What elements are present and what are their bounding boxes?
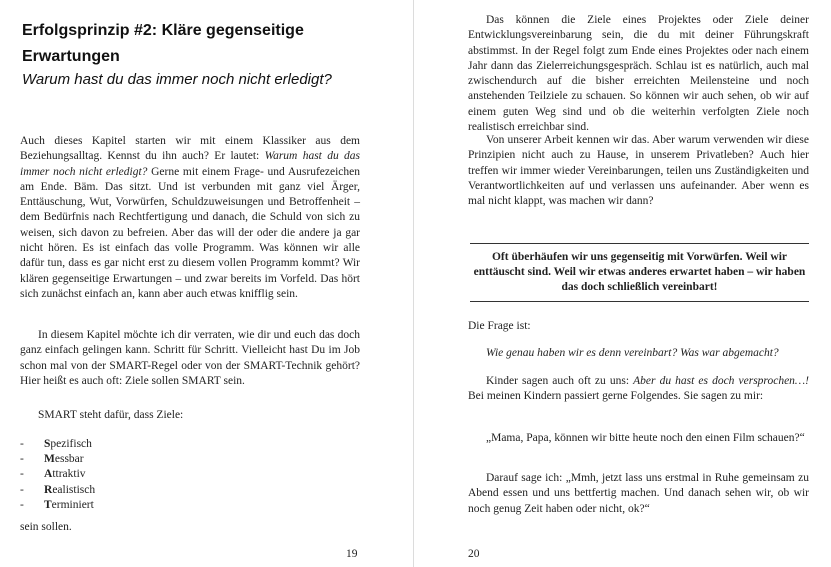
- left-paragraph-2: [20, 328, 360, 389]
- left-closing: sein sollen.: [20, 521, 72, 533]
- left-para1-end: Gerne mit einem Frage- und Ausrufezeichen am Ende. Bäm. Das sitzt. Und ist verbunden mit ganz viel Ärger, Enttäuschung, Wut, Vorwürfen, Schuldzuweisungen und Betroffenheit – dem Bedürfnis nach Rechtfertigung und danach, die Schuld von sich zu weisen, sich davon zu befreien. Aber das will der oder die andere ja gar nicht hören. Es ist einfach das volle Programm. Was können wir alle dafür tun, dass es gar nicht erst zu diesem vollen Programm kommt? Wir klären gegenseitige Erwartungen – und zwar bereits im Vorfeld. Das hört sich zunächst einfach an, kann aber auch etwas knifflig sein.: [20, 165, 360, 300]
- list-dash: -: [20, 438, 24, 450]
- smart-rest: pezifisch: [50, 438, 92, 450]
- quote-text: „Mama, Papa, können wir bitte heute noch den einen Film schauen?“: [486, 432, 805, 444]
- smart-initial: S: [44, 438, 51, 450]
- chapter-heading-line2: Erwartungen: [22, 48, 120, 65]
- smart-item: [20, 483, 320, 498]
- left-para1-italic: Warum hast du das immer noch nicht erledigt?: [20, 150, 360, 178]
- smart-initial: A: [44, 468, 53, 481]
- smart-intro: SMART steht dafür, dass Ziele:: [38, 409, 184, 421]
- kids-italic: Aber du hast es doch versprochen…!: [633, 375, 809, 387]
- smart-rest: erminiert: [51, 498, 94, 511]
- chapter-heading-line1: Erfolgsprinzip #2: Kläre gegenseitige: [22, 22, 304, 39]
- smart-rest: essbar: [54, 453, 84, 466]
- left-para2-text: In diesem Kapitel möchte ich dir verraten, wie dir und euch das doch ganz einfach gelingen kann. Schritt für Schritt. Vielleicht hast Du im Job schon mal von der SMART-Regel oder von der SMART-Technik gehört? Hier heißt es auch oft: Ziele sollen SMART sein.: [20, 329, 360, 387]
- kids-start: Kinder sagen auch oft zu uns:: [486, 375, 634, 387]
- smart-initial: M: [44, 453, 55, 466]
- list-dash: -: [20, 468, 24, 481]
- right-reply: [468, 471, 809, 517]
- right-page: [416, 0, 831, 567]
- smart-item: [20, 437, 320, 452]
- list-dash: -: [20, 498, 24, 511]
- smart-item: [20, 498, 320, 513]
- chapter-subtitle: Warum hast du das immer noch nicht erledigt?: [22, 71, 332, 88]
- right-para1-text: Das können die Ziele eines Projektes oder Ziele deiner Entwicklungsvereinbarung sein, die du mit deiner Führungskraft abstimmst. In der Regel folgt zum Ende eines Projektes oder nach einem Jahr dann das Zielerreichungsgespräch. Schlau ist es natürlich, auch mal zwischendurch auf die bisher erreichten Meilensteine und noch anstehenden Teilziele zu schauen. So können wir auch sehen, ob wir auf einem guten Weg sind und ob die weiterhin verfolgten Ziele noch realistisch erreichbar sind.: [468, 14, 809, 134]
- smart-list: [20, 437, 320, 513]
- list-dash: -: [20, 483, 24, 496]
- left-paragraph-1: [20, 134, 360, 302]
- right-para2-text: Von unserer Arbeit kennen wir das. Aber warum verwenden wir diese Prinzipien nicht auch zu Hause, in unserem Privatleben? Auch hier treffen wir immer wieder Vereinbarungen, teilen uns Zuständigkeiten und Verantwortlichkeiten auf und verlassen uns aufeinander. Aber wenn es mal nicht klappt, was machen wir dann?: [468, 134, 809, 208]
- chapter-heading: [22, 18, 402, 70]
- right-paragraph-2: [468, 133, 809, 209]
- right-paragraph-kids: [468, 374, 809, 405]
- page-number-left: 19: [346, 548, 358, 560]
- right-quote: [468, 431, 809, 446]
- kids-end: Bei meinen Kindern passiert gerne Folgendes. Sie sagen zu mir:: [468, 390, 764, 403]
- page-number-right: 20: [468, 548, 480, 560]
- left-para1-start: Auch dieses Kapitel starten wir mit einem Klassiker aus dem Beziehungsalltag. Kennst du ihn auch? Er lautet:: [20, 135, 360, 163]
- callout-box: Oft überhäufen wir uns gegenseitig mit Vorwürfen. Weil wir enttäuscht sind. Weil wir etwas anderes erwartet haben – wir haben das doch schließlich vereinbart!: [470, 243, 809, 302]
- left-page: [0, 0, 414, 567]
- question-text: Wie genau haben wir es denn vereinbart? Was war abgemacht?: [486, 347, 779, 359]
- question-intro: Die Frage ist:: [468, 320, 531, 332]
- smart-item: [20, 452, 320, 467]
- smart-rest: ttraktiv: [52, 468, 86, 481]
- list-dash: -: [20, 453, 24, 466]
- right-paragraph-1: [468, 13, 809, 135]
- reply-text: Darauf sage ich: „Mmh, jetzt lass uns erstmal in Ruhe gemeinsam zu Abend essen und uns bettfertig machen. Und danach sehen wir, ob wir noch genug Zeit haben oder nicht, ok?“: [468, 472, 809, 515]
- smart-initial: T: [44, 498, 52, 511]
- smart-initial: R: [44, 483, 53, 496]
- smart-item: [20, 467, 320, 482]
- smart-rest: ealistisch: [52, 483, 96, 496]
